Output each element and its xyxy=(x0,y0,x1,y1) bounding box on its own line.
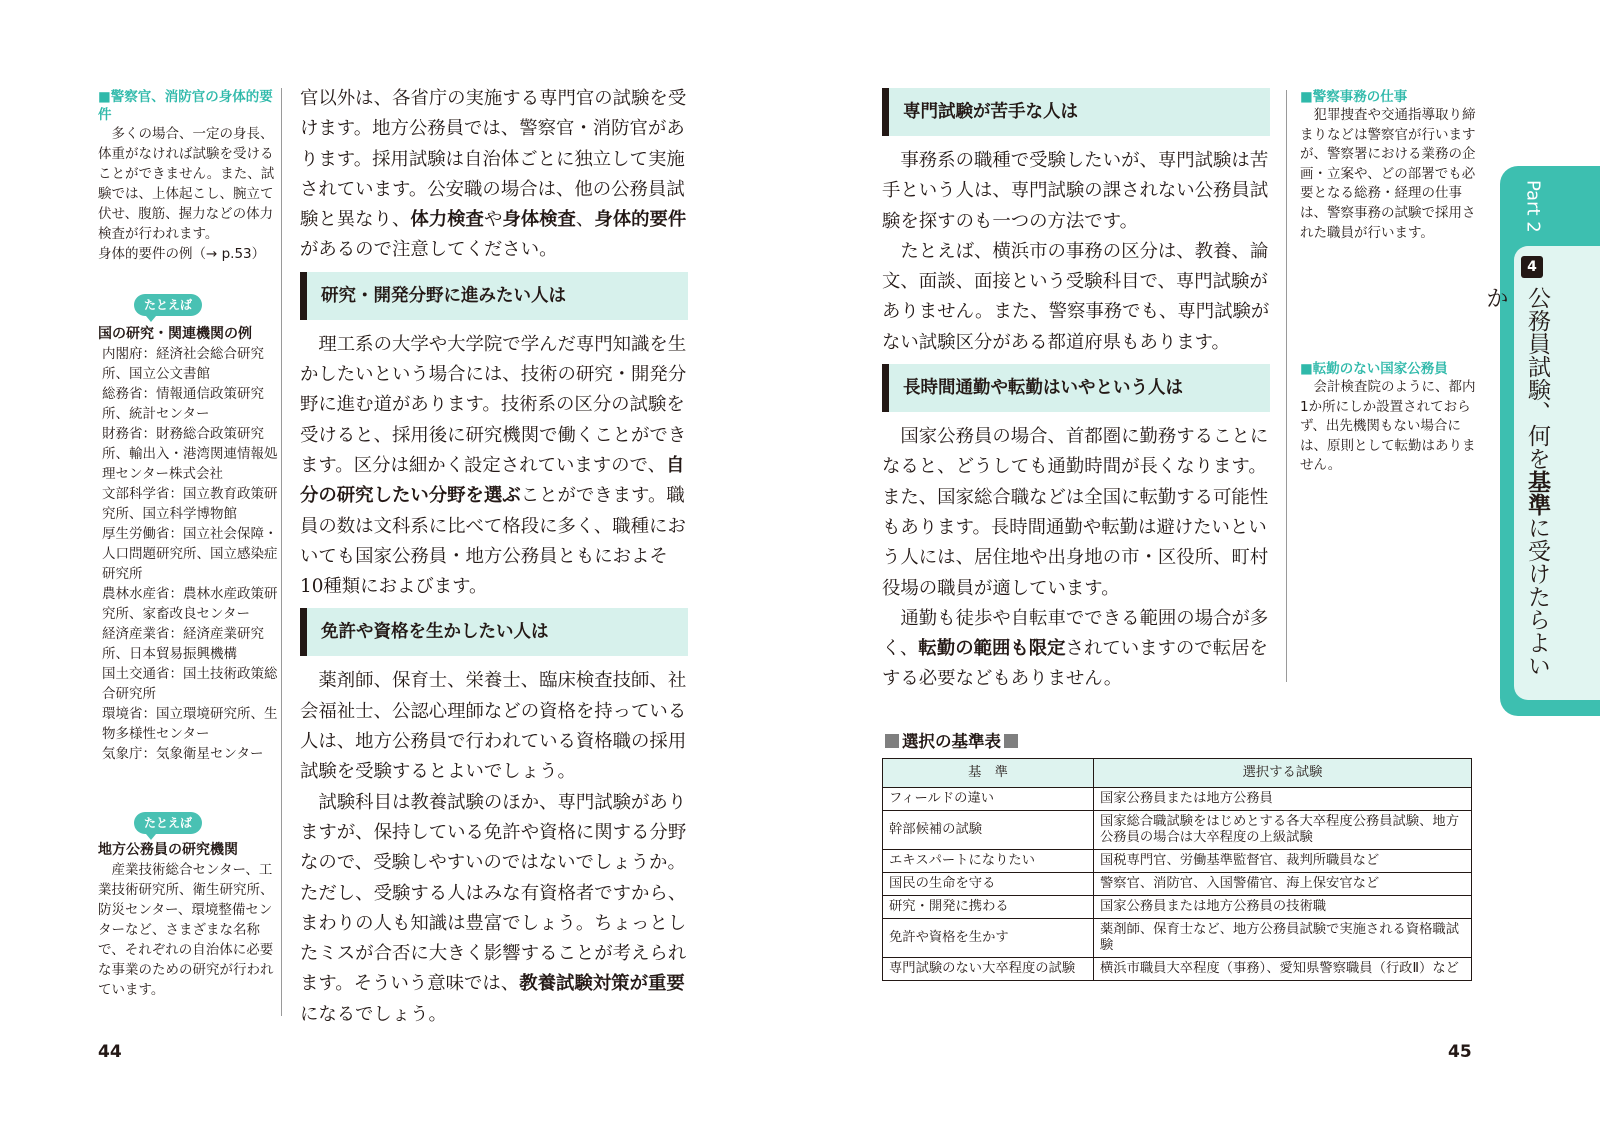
criterion-cell: 国民の生命を守る xyxy=(883,873,1094,896)
section-heading: 長時間通勤や転勤はいやという人は xyxy=(882,364,1270,412)
table-header: 基 準 xyxy=(883,759,1094,788)
list-item: 国土交通省：国土技術政策総合研究所 xyxy=(102,666,278,702)
exam-cell: 警察官、消防官、入国警備官、海上保安官など xyxy=(1094,873,1472,896)
example-title-2: 地方公務員の研究機関 xyxy=(98,842,238,858)
right-main-column xyxy=(882,88,1270,695)
paragraph: たとえば、横浜市の事務の区分は、教養、論文、面談、面接という受験科目で、専門試験がありません。また、警察事務でも、専門試験がない試験区分がある都道府県もあります。 xyxy=(882,240,1270,353)
criterion-cell: フィールドの違い xyxy=(883,788,1094,811)
example-tag: たとえば xyxy=(134,294,202,316)
example-list xyxy=(98,344,278,764)
example-block-1 xyxy=(98,294,278,764)
table-row xyxy=(883,873,1472,896)
list-item: 気象庁：気象衛星センター xyxy=(102,746,264,762)
note-body: 犯罪捜査や交通指導取り締まりなどは警察官が行いますが、警察署における業務の企画・立案や、どの部署でも必要となる総務・経理の仕事は、警察事務の試験で採用された職員が行います。 xyxy=(1300,107,1476,241)
exam-cell: 国家総合職試験をはじめとする各大卒程度公務員試験、地方公務員の場合は大卒程度の上級試験 xyxy=(1094,811,1472,850)
table-header: 選択する試験 xyxy=(1094,759,1472,788)
left-main-column xyxy=(300,84,688,1030)
list-item: 内閣府：経済社会総合研究所、国立公文書館 xyxy=(102,346,264,382)
table-row xyxy=(883,896,1472,919)
column-divider xyxy=(281,88,282,1016)
chapter-title: 公務員試験、何を基準に受けたらよいか xyxy=(1482,286,1550,677)
list-item: 環境省：国立環境研究所、生物多様性センター xyxy=(102,706,278,742)
list-item: 農林水産省：農林水産政策研究所、家畜改良センター xyxy=(102,586,278,622)
criteria-table xyxy=(882,758,1472,981)
section-heading: 免許や資格を生かしたい人は xyxy=(300,608,688,656)
exam-cell: 国税専門官、労働基準監督官、裁判所職員など xyxy=(1094,850,1472,873)
table-row xyxy=(883,850,1472,873)
example-body-2: 産業技術総合センター、工業技術研究所、衛生研究所、防災センター、環境整備センターなど、さまざまな名称で、それぞれの自治体に必要な事業のための研究が行われています。 xyxy=(98,862,274,998)
table-row xyxy=(883,919,1472,958)
note-title: ■警察官、消防官の身体的要件 xyxy=(98,89,273,123)
note-ref: 身体的要件の例（→ p.53） xyxy=(98,246,266,262)
side-note-no-transfer xyxy=(1300,360,1478,476)
exam-cell: 薬剤師、保育士など、地方公務員試験で実施される資格職試験 xyxy=(1094,919,1472,958)
example-title: 国の研究・関連機関の例 xyxy=(98,326,252,342)
paragraph: 官以外は、各省庁の実施する専門官の試験を受けます。地方公務員では、警察官・消防官があります。採用試験は自治体ごとに独立して実施されています。公安職の場合は、他の公務員試験と異なり、体力検査や身体検査、身体的要件があるので注意してください。 xyxy=(300,88,687,261)
table-header-row xyxy=(883,759,1472,788)
exam-cell: 横浜市職員大卒程度（事務）、愛知県警察職員（行政Ⅱ）など xyxy=(1094,958,1472,981)
example-tag-2: たとえば xyxy=(134,812,202,834)
criterion-cell: 専門試験のない大卒程度の試験 xyxy=(883,958,1094,981)
side-note-police-office xyxy=(1300,88,1478,243)
list-item: 厚生労働省：国立社会保障・人口問題研究所、国立感染症研究所 xyxy=(102,526,278,582)
table-row xyxy=(883,811,1472,850)
chapter-number: 4 xyxy=(1521,256,1543,278)
list-item: 総務省：情報通信政策研究所、統計センター xyxy=(102,386,264,422)
paragraph: 理工系の大学や大学院で学んだ専門知識を生かしたいという場合には、技術の研究・開発分野に進む道があります。技術系の区分の試験を受けると、採用後に研究機関で働くことができます。区分は細かく設定されていますので、自分の研究したい分野を選ぶことができます。職員の数は文科系に比べて格段に多く、職種においても国家公務員・地方公務員ともにおよそ10種類におよびます。 xyxy=(300,333,687,598)
paragraph: 事務系の職種で受験したいが、専門試験は苦手という人は、専門試験の課されない公務員試験を探すのも一つの方法です。 xyxy=(882,150,1269,232)
square-bullet-icon xyxy=(885,734,899,748)
note-body: 会計検査院のように、都内1か所にしか設置されておらず、出先機関もない場合には、原則として転勤はありません。 xyxy=(1300,379,1476,474)
note-body: 多くの場合、一定の身長、体重がなければ試験を受けることができません。また、試験では、上体起こし、腕立て伏せ、腹筋、握力などの体力検査が行われます。 xyxy=(98,126,275,242)
left-sidebar xyxy=(98,88,278,1000)
exam-cell: 国家公務員または地方公務員 xyxy=(1094,788,1472,811)
list-item: 財務省：財務総合政策研究所、輸出入・港湾関連情報処理センター株式会社 xyxy=(102,426,278,482)
note-title: ■警察事務の仕事 xyxy=(1300,89,1408,105)
criterion-cell: 研究・開発に携わる xyxy=(883,896,1094,919)
criterion-cell: 幹部候補の試験 xyxy=(883,811,1094,850)
example-block-2 xyxy=(98,812,278,1000)
criterion-cell: エキスパートになりたい xyxy=(883,850,1094,873)
section-heading: 専門試験が苦手な人は xyxy=(882,88,1270,136)
paragraph: 薬剤師、保育士、栄養士、臨床検査技師、社会福祉士、公認心理師などの資格を持っている人は、地方公務員で行われている資格職の採用試験を受験するとよいでしょう。 xyxy=(300,670,687,783)
section-heading: 研究・開発分野に進みたい人は xyxy=(300,272,688,320)
exam-cell: 国家公務員または地方公務員の技術職 xyxy=(1094,896,1472,919)
table-row xyxy=(883,958,1472,981)
page-number-left: 44 xyxy=(98,1042,122,1062)
table-row xyxy=(883,788,1472,811)
paragraph: 試験科目は教養試験のほか、専門試験がありますが、保持している免許や資格に関する分野なので、受験しやすいのではないでしょうか。ただし、受験する人はみな有資格者ですから、まわりの人も知識は豊富でしょう。ちょっとしたミスが合否に大きく影響することが考えられます。そういう意味では、教養試験対策が重要になるでしょう。 xyxy=(300,791,687,1025)
list-item: 経済産業省：経済産業研究所、日本貿易振興機構 xyxy=(102,626,264,662)
square-bullet-icon xyxy=(1004,734,1018,748)
note-title: ■転勤のない国家公務員 xyxy=(1300,361,1448,377)
paragraph: 通勤も徒歩や自転車でできる範囲の場合が多く、転勤の範囲も限定されていますので転居をする必要などもありません。 xyxy=(882,607,1269,690)
table-title: 選択の基準表 xyxy=(882,728,1021,752)
criterion-cell: 免許や資格を生かす xyxy=(883,919,1094,958)
column-divider-right xyxy=(1286,90,1287,682)
part-label: Part 2 xyxy=(1522,179,1544,233)
page-number-right: 45 xyxy=(1448,1042,1472,1062)
paragraph: 国家公務員の場合、首都圏に勤務することになると、どうしても通勤時間が長くなります。また、国家総合職などは全国に転勤する可能性もあります。長時間通勤や転勤は避けたいという人には、居住地や出身地の市・区役所、町村役場の職員が適しています。 xyxy=(882,426,1269,599)
list-item: 文部科学省：国立教育政策研究所、国立科学博物館 xyxy=(102,486,278,522)
